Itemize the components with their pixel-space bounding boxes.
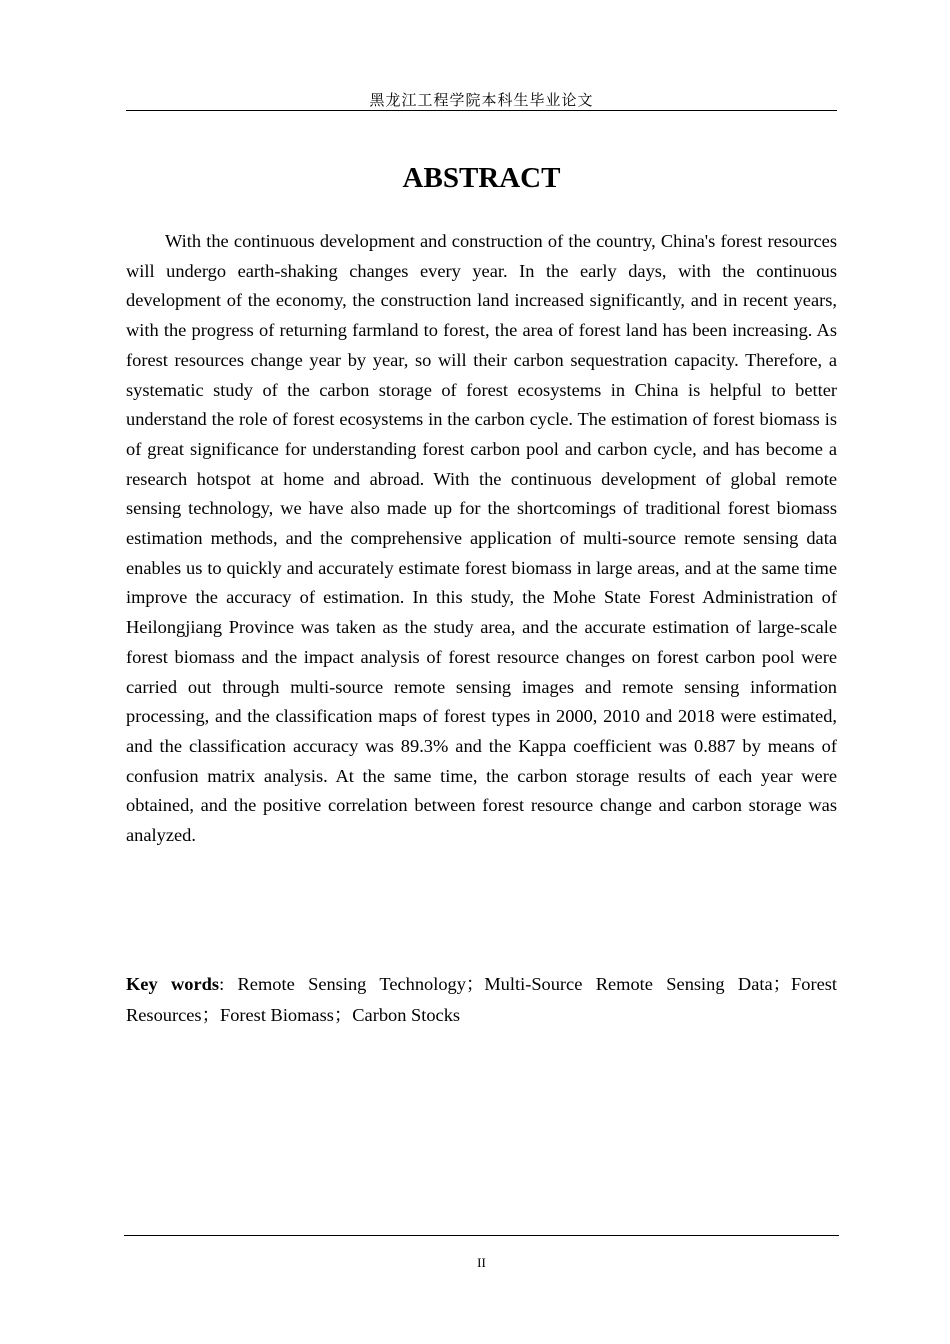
keywords-paragraph (126, 969, 837, 1031)
footer-divider (124, 1235, 839, 1236)
abstract-heading: ABSTRACT (402, 162, 561, 194)
running-header: 黑龙江工程学院本科生毕业论文 (369, 91, 594, 109)
keywords-label: Key words (126, 974, 220, 994)
page-number: II (477, 1255, 486, 1270)
keywords-list: : Remote Sensing Technology；Multi-Source Remote Sensing Data；Forest Resources；Forest Biomass；Carbon Stocks (126, 974, 837, 1025)
header-divider (126, 110, 837, 111)
abstract-body: With the continuous development and construction of the country, China's forest resources will undergo earth-shaking changes every year. In the early days, with the continuous development of the economy, the construction land increased significantly, and in recent years, with the progress of returning farmland to forest, the area of forest land has been increasing. As forest resources change year by year, so will their carbon sequestration capacity. Therefore, a systematic study of the carbon storage of forest ecosystems in China is helpful to better understand the role of forest ecosystems in the carbon cycle. The estimation of forest biomass is of great significance for understanding forest carbon pool and carbon cycle, and has become a research hotspot at home and abroad. With the continuous development of global remote sensing technology, we have also made up for the shortcomings of traditional forest biomass estimation methods, and the comprehensive application of multi-source remote sensing data enables us to quickly and accurately estimate forest biomass in large areas, and at the same time improve the accuracy of estimation. In this study, the Mohe State Forest Administration of Heilongjiang Province was taken as the study area, and the accurate estimation of large-scale forest biomass and the impact analysis of forest resource changes on forest carbon pool were carried out through multi-source remote sensing images and remote sensing information processing, and the classification maps of forest types in 2000, 2010 and 2018 were estimated, and the classification accuracy was 89.3% and the Kappa coefficient was 0.887 by means of confusion matrix analysis. At the same time, the carbon storage results of each year were obtained, and the positive correlation between forest resource change and carbon storage was analyzed. (126, 231, 837, 846)
